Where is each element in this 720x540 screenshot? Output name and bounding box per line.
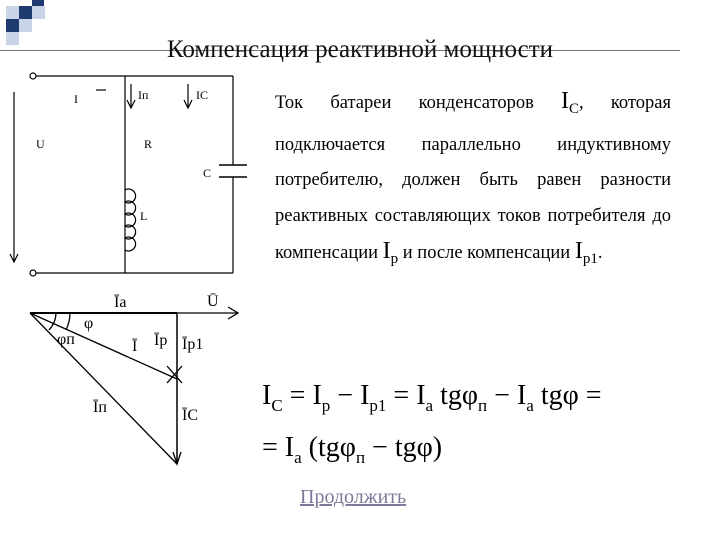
- angle-phi-arc: [66, 313, 70, 330]
- formula-sub: п: [478, 396, 488, 415]
- label-phi-p: φп: [57, 331, 75, 348]
- formula-sub: а: [526, 396, 534, 415]
- formula-term: − tgφ): [365, 432, 443, 463]
- label-u: U: [36, 137, 45, 151]
- label-ic-vector: ĪC: [182, 407, 198, 424]
- formula-sub: р: [321, 396, 331, 415]
- label-ia: Īа: [114, 294, 127, 311]
- label-l: L: [140, 209, 148, 223]
- formula-sub: а: [294, 448, 302, 467]
- label-ip: Iп: [138, 88, 149, 102]
- label-i-p-vector: Īп: [93, 399, 107, 416]
- formula-term: tgφ: [433, 380, 479, 411]
- label-r: R: [144, 137, 153, 151]
- vector-diagram: [0, 0, 270, 480]
- label-ip1-vector: Īр1: [182, 336, 204, 353]
- formula-term: = I: [262, 432, 295, 463]
- label-c: C: [203, 166, 212, 180]
- formula-term: (tgφ: [301, 432, 356, 463]
- symbol-ic: I: [561, 88, 570, 114]
- continue-link[interactable]: Продолжить: [300, 486, 407, 508]
- formula-term: − I: [330, 380, 370, 411]
- symbol-ip: I: [382, 238, 391, 264]
- label-ip-vector: Īр: [154, 332, 168, 349]
- formula-sub: п: [355, 448, 366, 467]
- paragraph-text: .: [597, 243, 603, 263]
- formula-term: I: [262, 380, 272, 411]
- label-ic: IC: [196, 88, 208, 102]
- label-i: I: [74, 92, 78, 106]
- formula-term: − I: [487, 380, 527, 411]
- label-u-vector: Ū: [207, 293, 219, 310]
- label-i-vector: Ī: [132, 338, 138, 355]
- symbol-ic-sub: C: [569, 101, 580, 117]
- page-title: Компенсация реактивной мощности: [166, 36, 554, 63]
- paragraph-text: , которая подключается параллельно индуктивному потребителю, должен быть равен разности реактивных составляющих токов потребителя до компенсации: [275, 93, 671, 263]
- explanation-paragraph: [275, 84, 671, 278]
- symbol-ip1: I: [574, 238, 583, 264]
- symbol-ip-sub: р: [390, 251, 399, 267]
- formula-term: tgφ =: [533, 380, 602, 411]
- formula-line-2: [262, 432, 442, 468]
- formula-term: = I: [386, 380, 426, 411]
- formula-sub: C: [271, 396, 283, 415]
- symbol-ip1-sub: р1: [582, 251, 598, 267]
- formula-sub: р1: [369, 396, 387, 415]
- formula-line-1: [262, 380, 602, 416]
- formula-sub: а: [425, 396, 434, 415]
- paragraph-text: Ток батареи конденсаторов: [275, 93, 562, 113]
- formula-term: = I: [282, 380, 322, 411]
- label-phi: φ: [84, 315, 94, 332]
- paragraph-text: и после компенсации: [398, 243, 575, 263]
